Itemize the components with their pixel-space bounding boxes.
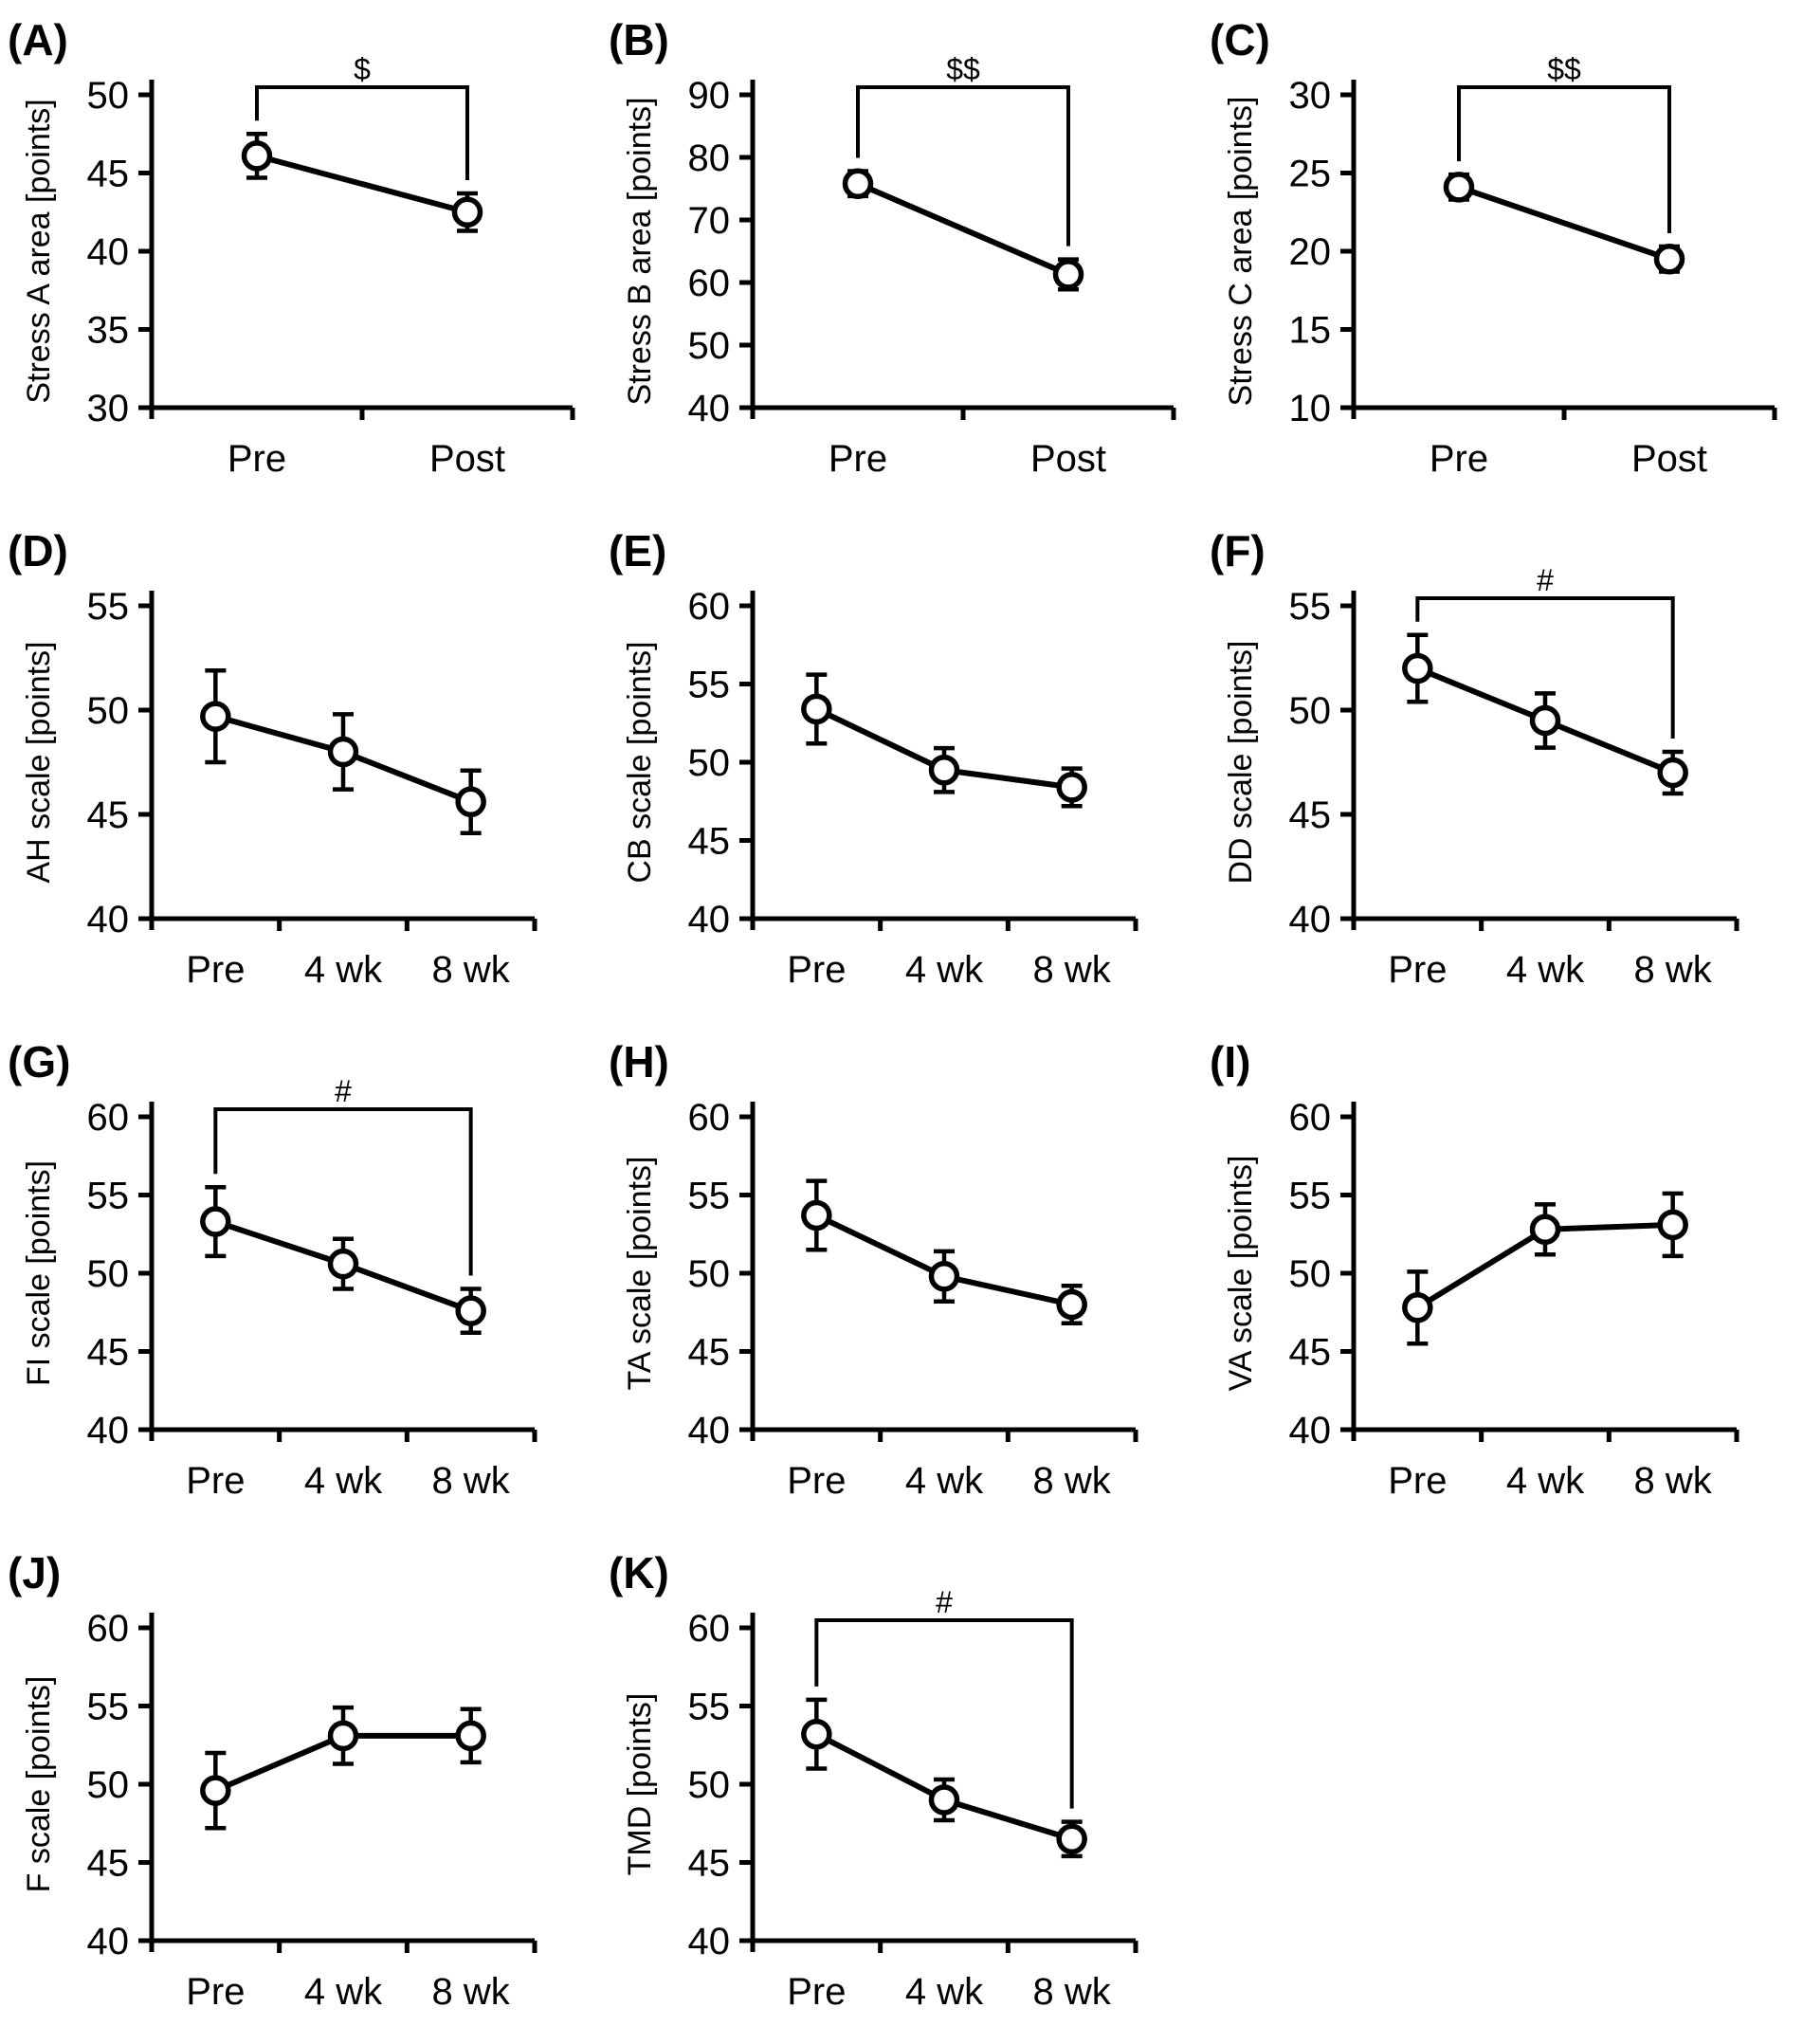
data-point-marker xyxy=(1059,775,1084,800)
y-tick-label: 55 xyxy=(687,664,730,706)
y-axis-title: TA scale [points] xyxy=(622,1156,658,1391)
data-point-marker xyxy=(455,199,481,225)
panel-label: (E) xyxy=(609,526,667,575)
x-tick-label: 8 wk xyxy=(431,1460,510,1502)
y-tick-label: 45 xyxy=(687,1842,730,1885)
y-tick-label: 50 xyxy=(687,742,730,784)
data-point-marker xyxy=(331,739,356,765)
x-tick-label: 4 wk xyxy=(904,1460,984,1502)
data-point-marker xyxy=(1405,656,1430,682)
panel-K xyxy=(601,1533,1202,2044)
data-point-marker xyxy=(1405,1295,1430,1321)
panel-G xyxy=(0,1022,601,1533)
data-point-marker xyxy=(203,1778,228,1803)
data-point-marker xyxy=(932,1787,957,1813)
x-tick-label: Pre xyxy=(1388,1460,1448,1502)
significance-bracket xyxy=(858,87,1068,246)
x-tick-label: Pre xyxy=(227,438,287,480)
panel-label: (F) xyxy=(1210,526,1266,575)
data-point-marker xyxy=(1660,760,1685,786)
y-tick-label: 70 xyxy=(687,200,730,242)
x-tick-label: 8 wk xyxy=(1032,1971,1111,2013)
x-tick-label: 4 wk xyxy=(303,1971,383,2013)
x-tick-label: 4 wk xyxy=(1505,949,1585,991)
y-tick-label: 55 xyxy=(86,1175,129,1217)
significance-symbol: $ xyxy=(354,52,371,86)
panel-E xyxy=(601,511,1202,1022)
y-tick-label: 60 xyxy=(687,586,730,628)
y-tick-label: 55 xyxy=(687,1175,730,1217)
x-tick-label: Post xyxy=(428,438,506,480)
y-tick-label: 40 xyxy=(86,1410,129,1451)
data-point-marker xyxy=(1447,174,1472,200)
panel-H-chart xyxy=(601,1022,1202,1533)
y-tick-label: 40 xyxy=(1288,1410,1331,1451)
y-axis-title: AH scale [points] xyxy=(21,641,57,884)
significance-symbol: # xyxy=(335,1074,352,1108)
panel-label: (C) xyxy=(1210,15,1270,64)
data-point-marker xyxy=(203,1209,228,1234)
y-tick-label: 30 xyxy=(86,388,129,429)
y-tick-label: 45 xyxy=(86,153,129,195)
y-tick-label: 55 xyxy=(1288,1175,1331,1217)
x-tick-label: Pre xyxy=(1429,438,1489,480)
y-axis-title: TMD [points] xyxy=(622,1692,658,1876)
panel-F xyxy=(1202,511,1803,1022)
panel-B-chart xyxy=(601,0,1202,511)
panel-I xyxy=(1202,1022,1803,1533)
y-tick-label: 60 xyxy=(86,1097,129,1139)
panel-A xyxy=(0,0,601,511)
panel-label: (H) xyxy=(609,1037,669,1086)
significance-symbol: # xyxy=(1537,563,1554,597)
data-point-marker xyxy=(458,1298,483,1323)
y-tick-label: 50 xyxy=(86,75,129,117)
y-tick-label: 45 xyxy=(1288,794,1331,836)
panel-A-chart xyxy=(0,0,601,511)
y-tick-label: 45 xyxy=(1288,1331,1331,1374)
y-tick-label: 35 xyxy=(86,309,129,352)
x-tick-label: Post xyxy=(1029,438,1107,480)
y-tick-label: 60 xyxy=(687,263,730,304)
x-tick-label: 8 wk xyxy=(1633,1460,1712,1502)
y-tick-label: 50 xyxy=(86,1764,129,1806)
x-tick-label: 8 wk xyxy=(431,949,510,991)
y-tick-label: 80 xyxy=(687,137,730,179)
y-tick-label: 20 xyxy=(1288,231,1331,273)
panel-label: (I) xyxy=(1210,1037,1251,1086)
panel-label: (A) xyxy=(8,15,68,64)
x-tick-label: 4 wk xyxy=(303,1460,383,1502)
panel-I-chart xyxy=(1202,1022,1803,1533)
data-point-marker xyxy=(932,757,957,783)
y-tick-label: 60 xyxy=(687,1097,730,1139)
significance-symbol: $$ xyxy=(1547,52,1581,86)
data-point-marker xyxy=(245,143,270,169)
panel-K-chart xyxy=(601,1533,1202,2044)
data-point-marker xyxy=(804,1202,829,1228)
data-point-marker xyxy=(1660,1212,1685,1237)
x-tick-label: 4 wk xyxy=(303,949,383,991)
x-tick-label: Pre xyxy=(186,1460,246,1502)
y-axis-title: Stress B area [points] xyxy=(622,97,658,406)
y-axis-title: CB scale [points] xyxy=(622,641,658,884)
series-line xyxy=(858,184,1068,275)
y-tick-label: 40 xyxy=(687,1921,730,1962)
data-point-marker xyxy=(1657,246,1683,272)
x-tick-label: 8 wk xyxy=(1032,1460,1111,1502)
panel-C xyxy=(1202,0,1803,511)
y-tick-label: 50 xyxy=(1288,690,1331,732)
panel-F-chart xyxy=(1202,511,1803,1022)
panel-E-chart xyxy=(601,511,1202,1022)
y-tick-label: 55 xyxy=(86,1686,129,1728)
y-tick-label: 10 xyxy=(1288,388,1331,429)
panel-J xyxy=(0,1533,601,2044)
panel-label: (D) xyxy=(8,526,68,575)
y-tick-label: 15 xyxy=(1288,309,1331,352)
data-point-marker xyxy=(846,171,871,196)
x-tick-label: 8 wk xyxy=(1032,949,1111,991)
panel-label: (J) xyxy=(8,1548,62,1597)
x-tick-label: 4 wk xyxy=(1505,1460,1585,1502)
panel-D xyxy=(0,511,601,1022)
data-point-marker xyxy=(1059,1826,1084,1852)
y-tick-label: 50 xyxy=(1288,1253,1331,1295)
y-tick-label: 50 xyxy=(687,1764,730,1806)
y-tick-label: 45 xyxy=(687,1331,730,1374)
series-line xyxy=(1459,187,1669,259)
y-axis-title: FI scale [points] xyxy=(21,1159,57,1387)
x-tick-label: 8 wk xyxy=(431,1971,510,2013)
y-axis-title: Stress C area [points] xyxy=(1223,96,1259,407)
y-tick-label: 55 xyxy=(687,1686,730,1728)
panel-J-chart xyxy=(0,1533,601,2044)
data-point-marker xyxy=(1533,708,1558,734)
y-tick-label: 30 xyxy=(1288,75,1331,117)
y-tick-label: 60 xyxy=(86,1608,129,1650)
y-tick-label: 40 xyxy=(687,899,730,940)
data-point-marker xyxy=(331,1251,356,1277)
x-tick-label: Pre xyxy=(186,1971,246,2013)
y-axis-title: VA scale [points] xyxy=(1223,1155,1259,1392)
y-tick-label: 45 xyxy=(86,794,129,836)
x-tick-label: 4 wk xyxy=(904,1971,984,2013)
y-tick-label: 55 xyxy=(86,586,129,628)
significance-bracket xyxy=(1459,87,1669,233)
y-tick-label: 60 xyxy=(1288,1097,1331,1139)
panel-label: (G) xyxy=(8,1037,71,1086)
y-tick-label: 40 xyxy=(687,1410,730,1451)
x-tick-label: Post xyxy=(1630,438,1708,480)
x-tick-label: 4 wk xyxy=(904,949,984,991)
y-tick-label: 40 xyxy=(86,899,129,940)
data-point-marker xyxy=(1059,1292,1084,1318)
data-point-marker xyxy=(458,1723,483,1748)
y-tick-label: 55 xyxy=(1288,586,1331,628)
y-tick-label: 40 xyxy=(687,388,730,429)
y-axis-title: F scale [points] xyxy=(21,1675,57,1893)
y-tick-label: 90 xyxy=(687,75,730,117)
panel-label: (K) xyxy=(609,1548,669,1597)
x-tick-label: Pre xyxy=(787,949,847,991)
y-axis-title: DD scale [points] xyxy=(1223,640,1259,885)
x-tick-label: 8 wk xyxy=(1633,949,1712,991)
panel-G-chart xyxy=(0,1022,601,1533)
y-tick-label: 45 xyxy=(86,1842,129,1885)
y-axis-title: Stress A area [points] xyxy=(21,99,57,404)
y-tick-label: 25 xyxy=(1288,153,1331,195)
panel-B xyxy=(601,0,1202,511)
y-tick-label: 40 xyxy=(1288,899,1331,940)
data-point-marker xyxy=(1056,262,1082,287)
series-line xyxy=(257,155,467,211)
data-point-marker xyxy=(1533,1216,1558,1242)
y-tick-label: 60 xyxy=(687,1608,730,1650)
y-tick-label: 50 xyxy=(86,690,129,732)
y-tick-label: 40 xyxy=(86,231,129,273)
panel-label: (B) xyxy=(609,15,669,64)
data-point-marker xyxy=(331,1723,356,1748)
significance-symbol: # xyxy=(936,1585,953,1619)
x-tick-label: Pre xyxy=(787,1971,847,2013)
significance-symbol: $$ xyxy=(946,52,980,86)
x-tick-label: Pre xyxy=(828,438,888,480)
y-tick-label: 45 xyxy=(687,820,730,863)
x-tick-label: Pre xyxy=(186,949,246,991)
panel-C-chart xyxy=(1202,0,1803,511)
panel-D-chart xyxy=(0,511,601,1022)
y-tick-label: 45 xyxy=(86,1331,129,1374)
data-point-marker xyxy=(804,696,829,721)
data-point-marker xyxy=(804,1722,829,1747)
y-tick-label: 50 xyxy=(687,325,730,367)
data-point-marker xyxy=(458,789,483,814)
y-tick-label: 50 xyxy=(86,1253,129,1295)
data-point-marker xyxy=(932,1264,957,1289)
panel-H xyxy=(601,1022,1202,1533)
y-tick-label: 40 xyxy=(86,1921,129,1962)
empty-cell xyxy=(1202,1533,1803,2044)
x-tick-label: Pre xyxy=(1388,949,1448,991)
x-tick-label: Pre xyxy=(787,1460,847,1502)
data-point-marker xyxy=(203,703,228,729)
y-tick-label: 50 xyxy=(687,1253,730,1295)
